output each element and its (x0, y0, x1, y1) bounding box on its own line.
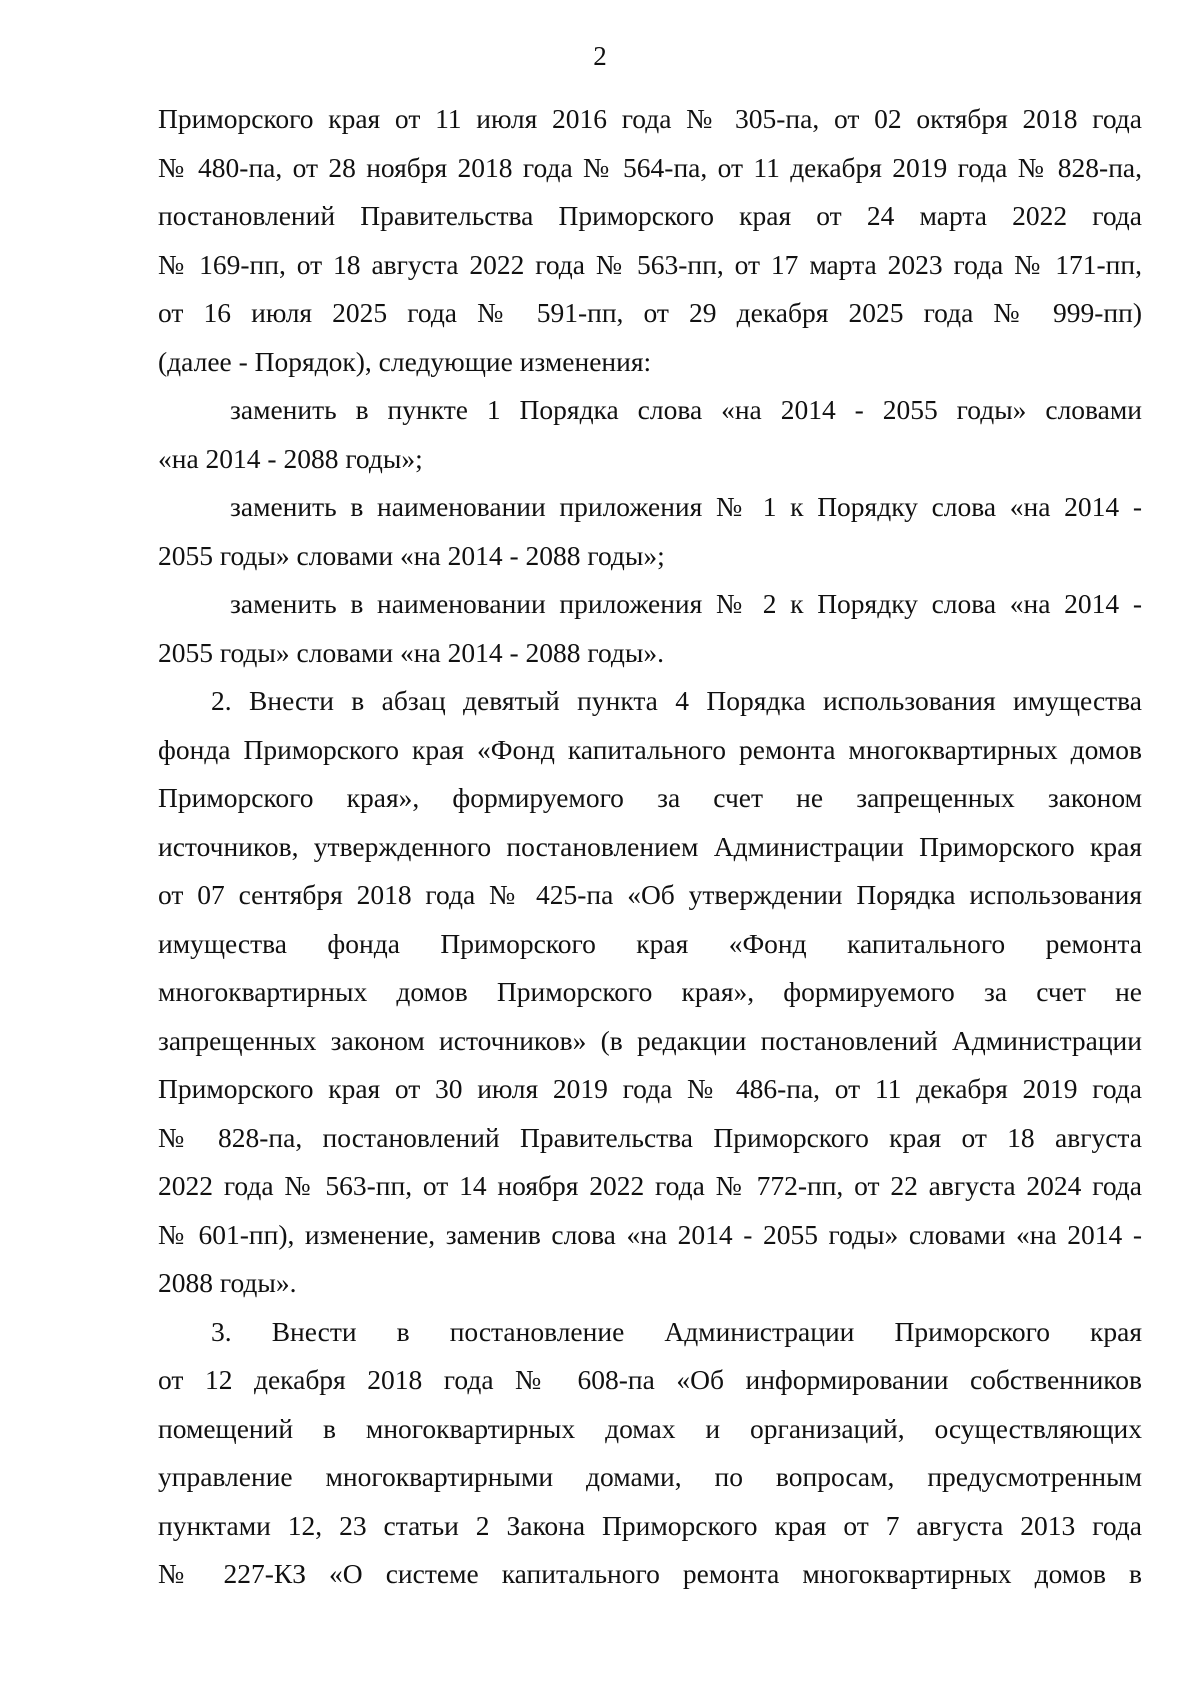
text-line: от 12 декабря 2018 года № 608-па «Об информировании собственников (158, 1364, 1142, 1395)
text-line: 2055 годы» словами «на 2014 - 2088 годы». (158, 636, 664, 668)
text-line: постановлений Правительства Приморского края от 24 марта 2022 года (158, 200, 1142, 231)
text-line: Приморского края», формируемого за счет не запрещенных законом (158, 782, 1142, 813)
text-line: источников, утвержденного постановлением Администрации Приморского края (158, 830, 1142, 862)
text-line: № 169-пп, от 18 августа 2022 года № 563-пп, от 17 марта 2023 года № 171-пп, (158, 248, 1142, 280)
text-line: заменить в пункте 1 Порядка слова «на 2014 - 2055 годы» словами (230, 394, 1142, 425)
text-line: заменить в наименовании приложения № 1 к Порядку слова «на 2014 - (230, 491, 1142, 522)
text-line: (далее - Порядок), следующие изменения: (158, 345, 652, 377)
text-line: 2055 годы» словами «на 2014 - 2088 годы»; (158, 539, 665, 571)
text-line: 3. Внести в постановление Администрации Приморского края (211, 1315, 1142, 1347)
text-line: № 227-КЗ «О системе капитального ремонта многоквартирных домов в (158, 1558, 1142, 1589)
text-line: управление многоквартирными домами, по вопросам, предусмотренным (158, 1461, 1142, 1492)
text-line: многоквартирных домов Приморского края», формируемого за счет не (158, 976, 1142, 1007)
text-line: 2088 годы». (158, 1267, 297, 1298)
text-line: имущества фонда Приморского края «Фонд капитального ремонта (158, 927, 1142, 959)
text-line: Приморского края от 30 июля 2019 года № 486-па, от 11 декабря 2019 года (158, 1073, 1142, 1104)
text-line: № 828-па, постановлений Правительства Приморского края от 18 августа (158, 1121, 1142, 1153)
text-line: помещений в многоквартирных домах и организаций, осуществляющих (158, 1412, 1142, 1444)
document-body (158, 95, 1142, 1599)
text-line: фонда Приморского края «Фонд капитального ремонта многоквартирных домов (158, 733, 1142, 765)
text-line: пунктами 12, 23 статьи 2 Закона Приморского края от 7 августа 2013 года (158, 1509, 1142, 1541)
text-line: «на 2014 - 2088 годы»; (158, 442, 423, 474)
text-line: 2022 года № 563-пп, от 14 ноября 2022 года № 772-пп, от 22 августа 2024 года (158, 1170, 1142, 1201)
page-number: 2 (593, 41, 607, 71)
text-line: № 601-пп), изменение, заменив слова «на 2014 - 2055 годы» словами «на 2014 - (158, 1218, 1142, 1250)
text-line: Приморского края от 11 июля 2016 года № 305-па, от 02 октября 2018 года (158, 103, 1142, 134)
text-line: от 07 сентября 2018 года № 425-па «Об утверждении Порядка использования (158, 879, 1142, 910)
text-line: № 480-па, от 28 ноября 2018 года № 564-па, от 11 декабря 2019 года № 828-па, (158, 151, 1142, 183)
text-line: от 16 июля 2025 года № 591-пп, от 29 декабря 2025 года № 999-пп) (158, 297, 1142, 328)
text-line: запрещенных законом источников» (в редакции постановлений Администрации (158, 1024, 1142, 1056)
text-line: заменить в наименовании приложения № 2 к Порядку слова «на 2014 - (230, 588, 1142, 619)
text-line: 2. Внести в абзац девятый пункта 4 Порядка использования имущества (211, 685, 1142, 716)
